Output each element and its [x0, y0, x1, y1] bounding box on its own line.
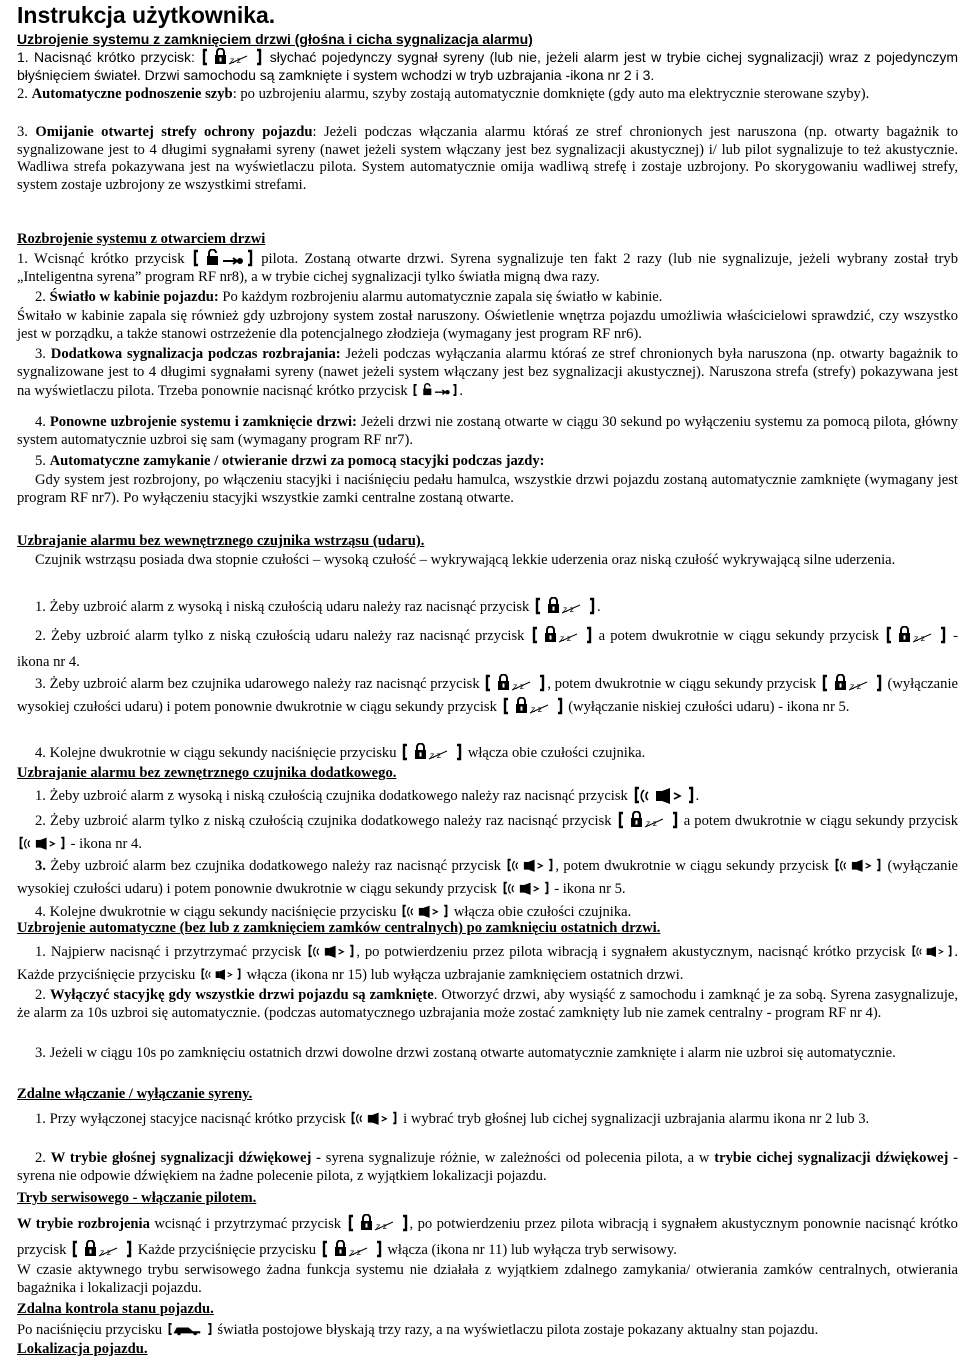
disarming-step-5 [17, 453, 958, 471]
extra-item-2-text-a: 2. Żeby uzbroić alarm tylko z niską czułością czujnika dodatkowego należy raz nacisnąć przycisk [35, 813, 612, 829]
section-heading-extra-sensor: Uzbrajanie alarmu bez zewnętrznego czujnika dodatkowego. [17, 765, 397, 781]
extra-item-3-number: 3. [35, 858, 46, 874]
lock-zz-button-icon [535, 597, 595, 615]
disarming-step-3-end: . [459, 383, 463, 400]
auto-item-2-title: Wyłączyć stacyjkę gdy wszystkie drzwi pojazdu są zamknięte [50, 987, 434, 1003]
arming-step-2-text: : po uzbrojeniu alarmu, szyby zostają automatycznie domknięte (gdy auto ma elektrycznie sterowane szyby). [232, 86, 870, 102]
disarming-step-5-title: Automatyczne zamykanie / otwieranie drzwi za pomocą stacyjki podczas jazdy: [49, 453, 545, 469]
lock-zz-button-icon [322, 1240, 382, 1258]
disarming-step-5-number: 5. [35, 453, 46, 469]
status-text-1: Po naciśnięciu przycisku [17, 1322, 163, 1338]
extra-item-3-text-b: , potem dwukrotnie w ciągu sekundy przycisk [555, 858, 829, 874]
shock-item-1 [17, 597, 958, 617]
disarming-step-1-text-a: 1. Wcisnąć krótko przycisk [17, 251, 185, 267]
disarming-step-3 [17, 346, 958, 401]
shock-item-2-text-a: 2. Żeby uzbroić alarm tylko z niską czułością udaru należy raz nacisnąć przycisk [35, 628, 525, 644]
speaker-sensor-button-icon [308, 942, 354, 960]
speaker-sensor-button-icon [19, 834, 65, 852]
arming-step-3-text: : Jeżeli podczas włączania alarmu któraś ze stref chronionych jest naruszona (np. otwarty bagażnik to sygnalizowane jest to 4 długimi sygnałami syreny (nawet jeżeli system włączany jest bez sygnalizacji akustycznej) i/ lub pilot sygnalizuje to też akustycznie. Wadliwa strefa pokazywana jest na wyświetlaczu pilota. System automatycznie omija wadliwą strefę i zostaje uzbrojony. Po skorygowaniu wadliwej strefy, system zostaje uzbrojony ze wszystkimi strefami. [17, 124, 958, 193]
shock-item-4-text-b: włącza obie czułości czujnika. [467, 745, 646, 761]
disarming-step-2-title: Światło w kabinie pojazdu: [49, 289, 219, 305]
extra-item-3-text-c: (wyłączanie wysokiej czułości udaru) i potem ponownie dwukrotnie w ciągu sekundy przycisk [17, 858, 958, 897]
arming-step-2-title: Automatyczne podnoszenie szyb [31, 86, 233, 102]
auto-item-1-text-c: . Każde przyciśnięcie przycisku [17, 944, 958, 983]
shock-item-4 [17, 743, 958, 763]
speaker-sensor-button-icon [201, 965, 241, 983]
shock-item-3-text-d: (wyłączanie niskiej czułości udaru) - ikona nr 5. [568, 699, 850, 715]
speaker-sensor-button-icon [507, 856, 553, 874]
auto-item-1-text-a: 1. Najpierw nacisnąć i przytrzymać przycisk [35, 944, 302, 960]
arming-step-1-text-a: 1. Nacisnąć krótko przycisk: [17, 49, 195, 65]
lock-zz-button-icon [485, 674, 545, 692]
arming-step-3 [17, 124, 958, 194]
section-heading-disarming: Rozbrojenie systemu z otwarciem drzwi [17, 231, 266, 247]
key-unlock-button-icon [413, 381, 457, 399]
lock-zz-button-icon [532, 626, 592, 644]
speaker-sensor-button-icon [912, 942, 952, 960]
speaker-sensor-button-icon [402, 902, 448, 920]
extra-item-3-text-a: Żeby uzbroić alarm bez czujnika dodatkowego należy raz nacisnąć przycisk [45, 858, 501, 874]
shock-item-3-text-c: (wyłączanie wysokiej czułości udaru) i potem ponownie dwukrotnie w ciągu sekundy przycisk [17, 676, 958, 715]
disarming-step-2-note: Świtało w kabinie zapala się również gdy uzbrojony system został naruszony. Oświetlenie wnętrza pojazdu umożliwia właścicielowi sprawdzić, czy wszystko jest w porządku, a także stanowi ostrzeżenie dla potencjalnego złodzieja (wymagany jest program RF nr6). [17, 308, 958, 342]
lock-zz-button-icon [402, 743, 462, 761]
section-heading-auto-arming: Uzbrojenie automatyczne (bez lub z zamknięciem zamków centralnych) po zamknięciu ostatnich drzwi. [17, 920, 661, 936]
disarming-step-1 [17, 249, 958, 286]
extra-item-2-text-c: - ikona nr 4. [70, 836, 142, 852]
extra-item-2 [17, 810, 958, 856]
arming-step-3-number: 3. [17, 124, 28, 140]
auto-item-1-text-d: włącza (ikona nr 15) lub wyłącza uzbrajanie zamknięciem ostatnich drzwi. [246, 967, 684, 983]
disarming-step-2-text: Po każdym rozbrojeniu alarmu automatycznie zapala się światło w kabinie. [218, 289, 663, 305]
disarming-step-4-text: Jeżeli drzwi nie zostaną otwarte w ciągu 30 sekund po wyłączeniu systemu za pomocą pilota, główny system automatycznie uzbroi się sam (wymagany program RF nr7). [17, 414, 958, 448]
service-text-3: Każde przyciśnięcie przycisku [137, 1242, 317, 1258]
shock-intro: Czujnik wstrząsu posiada dwa stopnie czułości – wysoką czułość – wykrywającą lekkie uderzenia oraz niską czułość wykrywającą silne uderzenia. [35, 552, 896, 568]
disarming-step-5-text: Gdy system jest rozbrojony, po włączeniu stacyjki i naciśnięciu pedału hamulca, wszystkie drzwi pojazdu zostaną automatycznie zamknięte (wymagany jest program RF nr7). Po wyłączeniu stacyjki wszystkie zamki centralne zostaną otwarte. [17, 472, 958, 506]
disarming-step-1-text-b: pilota. Zostaną otwarte drzwi. Syrena sygnalizuje ten fakt 2 razy (lub nie sygnalizuje, jeżeli wybrany został tryb „Inteligentna syrena” program RF nr8), a w trybie cichej sygnalizacji tylko światła migną dwa razy. [17, 251, 959, 285]
extra-item-3 [17, 855, 958, 901]
section-heading-siren: Zdalne włączanie / wyłączanie syreny. [17, 1086, 253, 1102]
disarming-step-2-number: 2. [35, 289, 46, 305]
siren-item-2-text-b: syrena nie odpowie dźwiękiem na żadne polecenie pilota, z wyjątkiem lokalizacji pojazdu. [17, 1167, 547, 1184]
siren-item-1 [17, 1108, 958, 1130]
extra-item-1-end: . [695, 788, 700, 804]
lock-zz-button-icon [618, 811, 678, 829]
disarming-step-4-number: 4. [35, 414, 46, 430]
service-paragraph [17, 1211, 958, 1263]
section-heading-status: Zdalna kontrola stanu pojazdu. [17, 1301, 214, 1317]
arming-step-2 [17, 86, 958, 104]
arming-step-3-title: Omijanie otwartej strefy ochrony pojazdu [35, 124, 313, 140]
shock-item-1-text: 1. Żeby uzbroić alarm z wysoką i niską czułością udaru należy raz nacisnąć przycisk [35, 599, 530, 615]
disarming-step-3-text: Jeżeli podczas wyłączania alarmu któraś ze stref chronionych była naruszona (np. otwarty bagażnik to sygnalizowane jest to 4 długimi sygnałami syreny (nawet jeżeli system włączany jest bez sygnalizacji akustycznej). Naruszona strefa (strefy) pokazywana jest na wyświetlaczu pilota. Trzeba ponownie nacisnąć krótko przycisk [17, 346, 958, 400]
status-text-2: światła postojowe błyskają trzy razy, a na wyświetlaczu pilota zostaje pokazany aktualny stan pojazdu. [217, 1322, 819, 1338]
lock-zz-button-icon [72, 1240, 132, 1258]
disarming-step-3-number: 3. [35, 346, 46, 362]
shock-item-3 [17, 673, 958, 719]
disarming-step-2 [17, 289, 958, 307]
extra-item-4-text-a: 4. Kolejne dwukrotnie w ciągu sekundy naciśnięcie przycisku [35, 904, 397, 920]
shock-item-2 [17, 623, 958, 675]
lock-zz-button-icon [348, 1214, 408, 1232]
siren-item-2-text-a: syrena sygnalizuje różnie, w zależności od polecenia pilota, a w [320, 1150, 715, 1166]
auto-item-2-text: . Otworzyć drzwi, aby wysiąść z samochodu i zamknąć je za sobą. Syrena zasygnalizuje, że alarm za 10s uzbroi się automatycznie. (podczas automatycznego uzbrajania może zostać zamknięty lub nie zamek centralny - program RF nr 4). [17, 987, 959, 1021]
disarming-step-4-title: Ponowne uzbrojenie systemu i zamknięcie drzwi: [49, 414, 357, 430]
shock-item-4-text-a: 4. Kolejne dwukrotnie w ciągu sekundy naciśnięcie przycisku [35, 745, 397, 761]
lock-zz-button-icon [822, 674, 882, 692]
extra-item-3-text-d: - ikona nr 5. [554, 881, 626, 897]
siren-item-2-title-a: W trybie głośnej sygnalizacji dźwiękowej - [50, 1150, 321, 1166]
shock-item-2-text-b: a potem dwukrotnie w ciągu sekundy przycisk [598, 628, 879, 644]
document-title: Instrukcja użytkownika. [17, 2, 276, 28]
status-paragraph [17, 1320, 958, 1340]
speaker-sensor-button-icon [351, 1109, 397, 1127]
siren-item-1-text-b: i wybrać tryb głośnej lub cichej sygnalizacji uzbrajania alarmu ikona nr 2 lub 3. [403, 1111, 870, 1127]
auto-item-2 [17, 987, 958, 1022]
disarming-step-3-title: Dodatkowa sygnalizacja podczas rozbrajania: [50, 346, 341, 362]
extra-item-2-text-b: a potem dwukrotnie w ciągu sekundy przycisk [683, 813, 958, 829]
service-title: W trybie rozbrojenia [17, 1216, 150, 1232]
auto-item-3: 3. Jeżeli w ciągu 10s po zamknięciu ostatnich drzwi dowolne drzwi zostaną otwarte automatycznie zamknięte i alarm nie uzbroi się automatycznie. [35, 1045, 896, 1061]
auto-item-2-number: 2. [35, 987, 46, 1003]
shock-item-3-text-b: , potem dwukrotnie w ciągu sekundy przycisk [547, 676, 817, 692]
section-heading-arming: Uzbrojenie systemu z zamknięciem drzwi (głośna i cicha sygnalizacja alarmu) [17, 31, 533, 47]
service-text-1: wcisnąć i przytrzymać przycisk [149, 1216, 342, 1232]
siren-item-1-text-a: 1. Przy wyłączonej stacyjce nacisnąć krótko przycisk [35, 1111, 346, 1127]
extra-item-1 [17, 786, 958, 806]
lock-zz-button-icon [503, 697, 563, 715]
speaker-sensor-button-icon [634, 786, 694, 804]
service-text-2: , po potwierdzeniu przez pilota wibracją i sygnałem akustycznym ponownie nacisnąć krótko przycisk [17, 1216, 958, 1258]
shock-item-1-end: . [597, 599, 601, 615]
section-heading-shock-sensor: Uzbrajanie alarmu bez wewnętrznego czujnika wstrząsu (udaru). [17, 533, 425, 549]
extra-item-4 [17, 902, 958, 922]
auto-item-1-text-b: , po potwierdzeniu przez pilota wibracją i sygnałem akustycznym, nacisnąć krótko przycisk [356, 944, 906, 960]
arming-step-1-text-b: słychać pojedynczy sygnał syreny (lub nie, jeżeli alarm jest w trybie cichej sygnalizacji) wraz z pojedynczym błyśnięciem świateł. Drzwi samochodu są zamknięte i system wchodzi w tryb uzbrajania -ikona nr 2 i 3. [17, 49, 958, 83]
section-heading-service: Tryb serwisowego - włączanie pilotem. [17, 1190, 257, 1206]
arming-step-1 [17, 48, 958, 84]
shock-item-2-text-c: - ikona nr 4. [17, 628, 958, 670]
extra-item-1-text: 1. Żeby uzbroić alarm z wysoką i niską czułością czujnika dodatkowego należy raz nacisnąć przycisk [35, 788, 628, 804]
speaker-sensor-button-icon [503, 879, 549, 897]
lock-zz-button-icon [886, 626, 946, 644]
disarming-step-4 [17, 414, 958, 449]
extra-item-4-text-b: włącza obie czułości czujnika. [453, 904, 632, 920]
service-text-4: włącza (ikona nr 11) lub wyłącza tryb serwisowy. [387, 1242, 677, 1258]
section-heading-location: Lokalizacja pojazdu. [17, 1341, 148, 1357]
siren-item-2-number: 2. [35, 1150, 46, 1166]
service-note: W czasie aktywnego trybu serwisowego żadna funkcja systemu nie działała z wyjątkiem zdalnego zamykania/ otwierania zamków centralnych, otwierania bagażnika i lokalizacji pojazdu. [17, 1262, 958, 1296]
siren-item-2-title-b: trybie cichej sygnalizacji dźwiękowej - [714, 1150, 958, 1166]
shock-item-3-text-a: 3. Żeby uzbroić alarm bez czujnika udarowego należy raz nacisnąć przycisk [35, 676, 480, 692]
siren-item-2 [17, 1150, 958, 1185]
arming-step-2-number: 2. [17, 86, 28, 102]
lock-zz-button-icon [202, 48, 262, 66]
speaker-sensor-button-icon [835, 856, 881, 874]
car-status-button-icon [168, 1320, 212, 1338]
auto-item-1 [17, 941, 958, 987]
key-unlock-button-icon [193, 249, 253, 267]
